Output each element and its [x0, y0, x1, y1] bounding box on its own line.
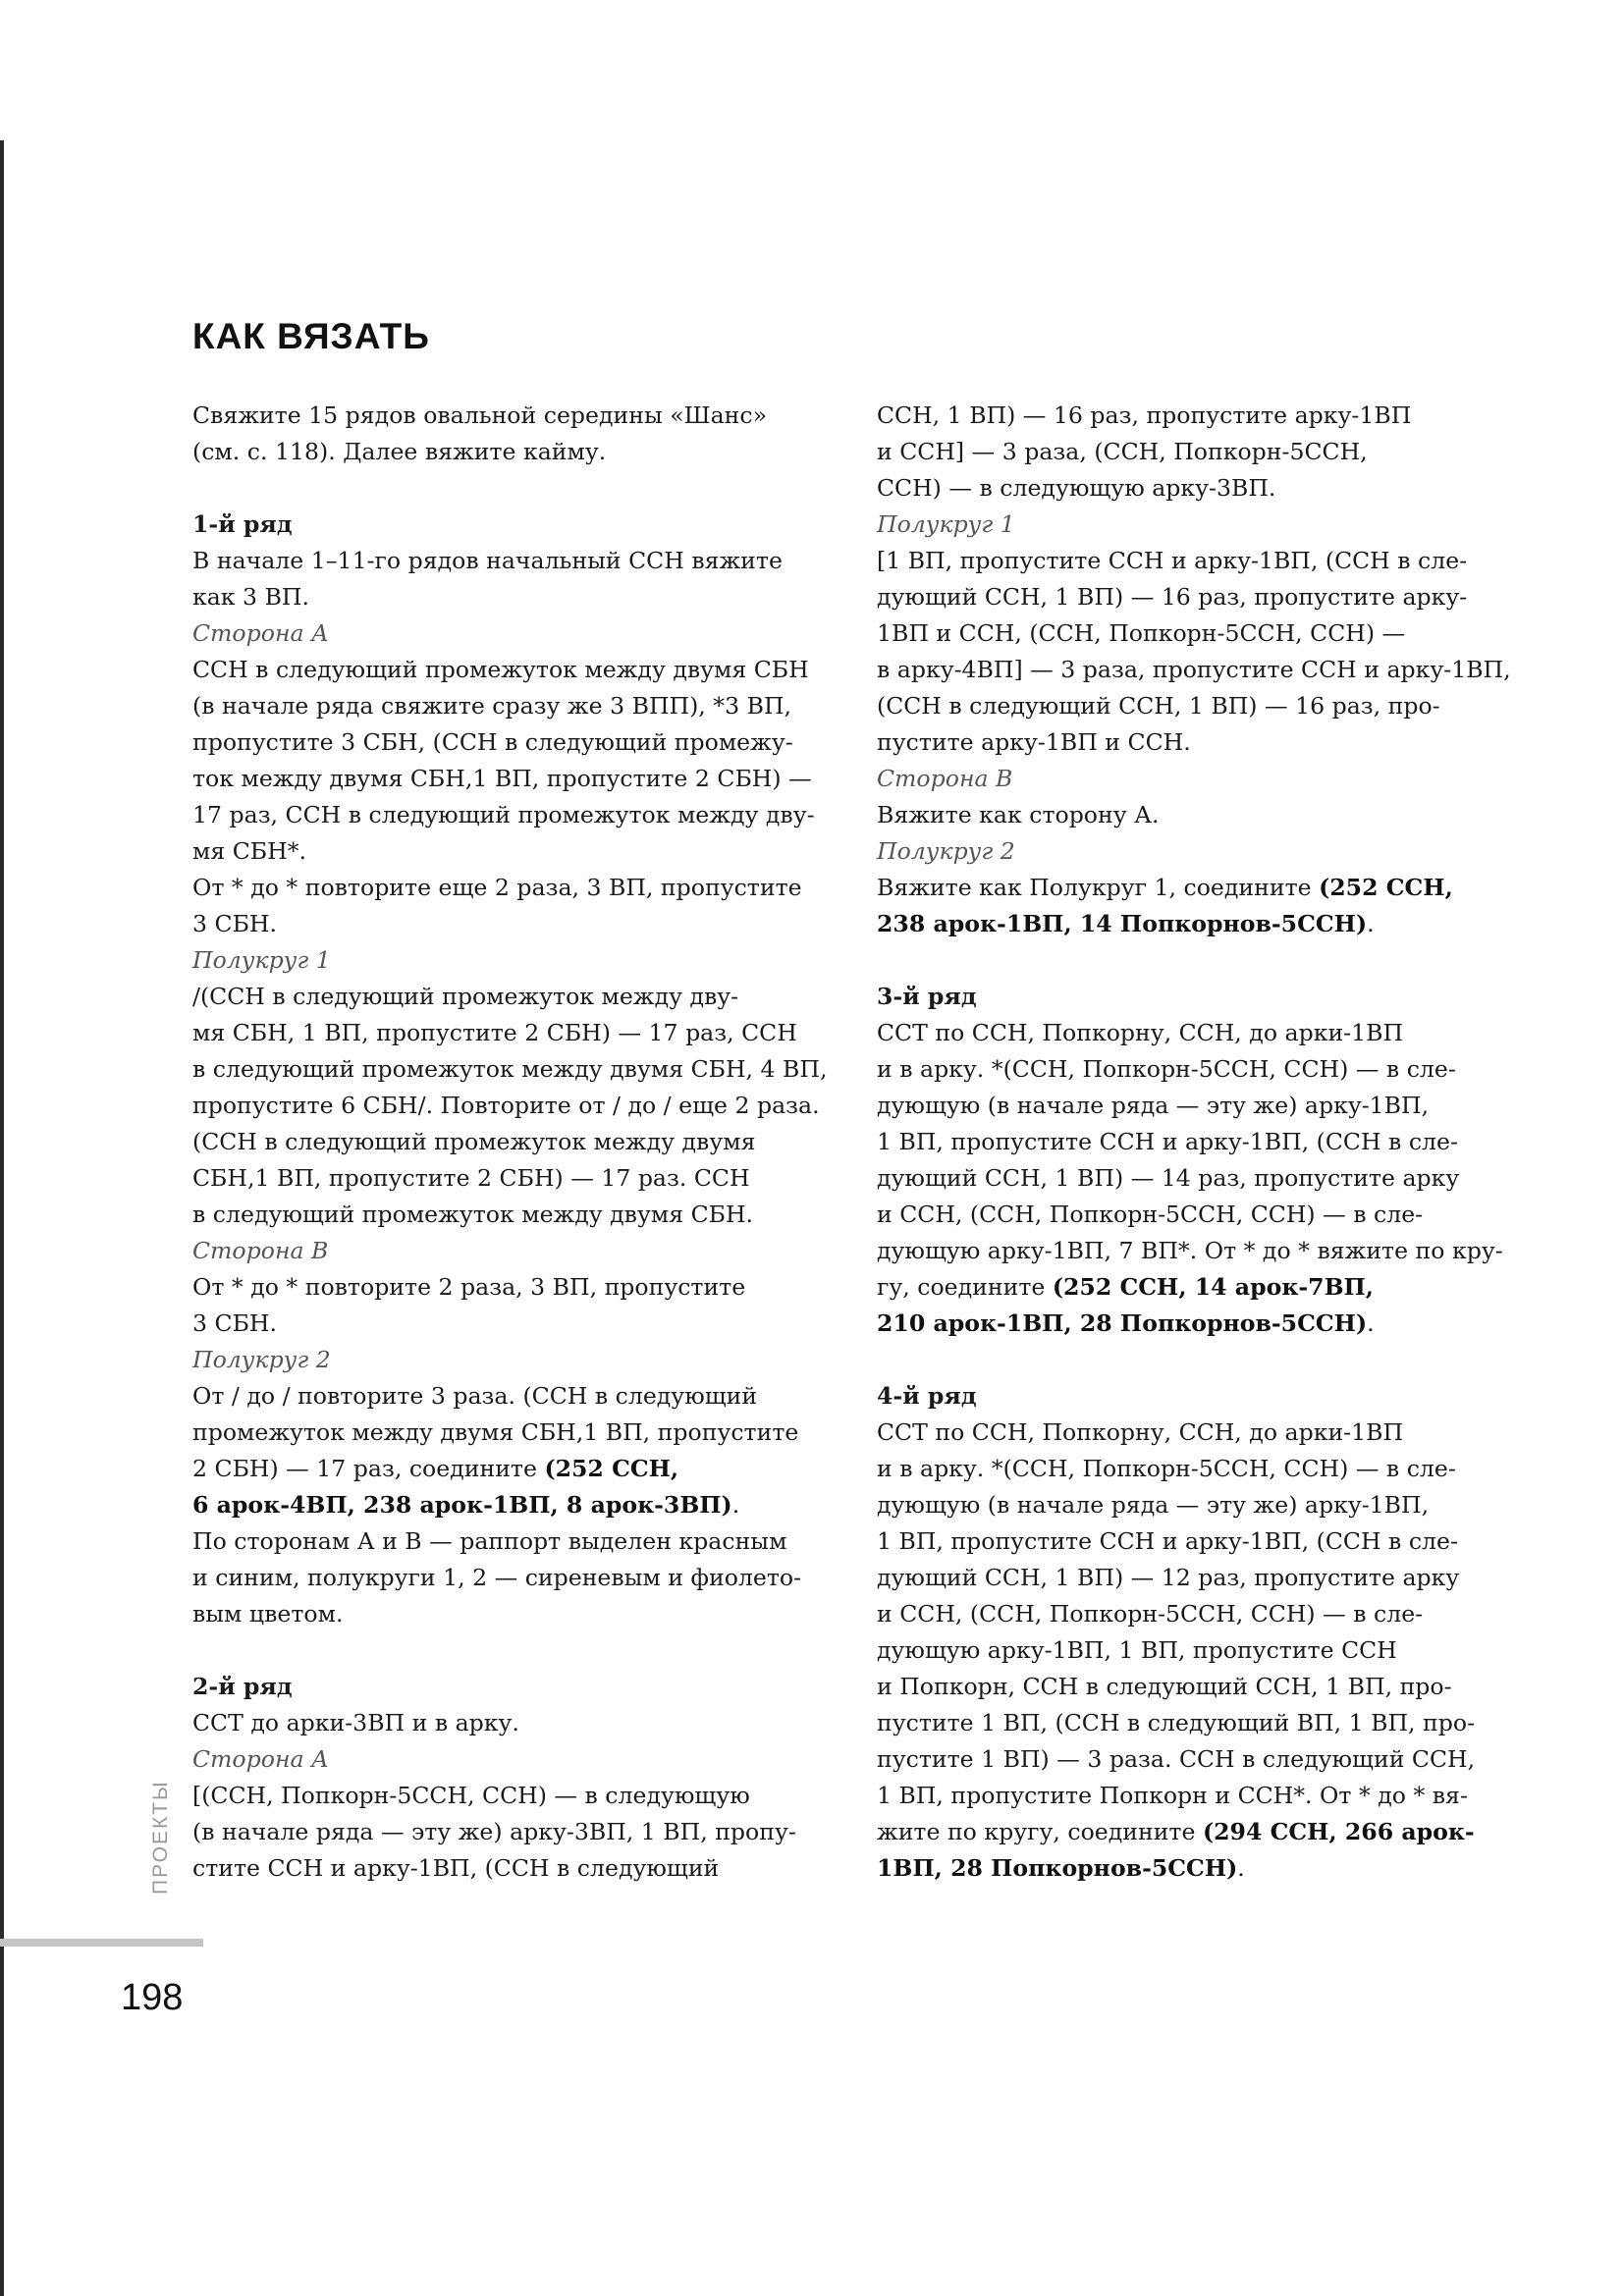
- stitch-count: 210 арок-1ВП, 28 Попкорнов-5ССН): [877, 1309, 1368, 1337]
- subheading: Сторона А: [192, 619, 329, 647]
- text-line: 1 ВП, пропустите ССН и арку-1ВП, (ССН в сле-: [877, 1527, 1458, 1555]
- text-line: вым цветом.: [192, 1600, 344, 1628]
- text-line: пустите 1 ВП, (ССН в следующий ВП, 1 ВП, про-: [877, 1709, 1476, 1736]
- text-line: 1ВП, 28 Попкорнов-5ССН).: [877, 1854, 1245, 1882]
- text-line: 210 арок-1ВП, 28 Попкорнов-5ССН).: [877, 1309, 1375, 1337]
- text-line: 17 раз, ССН в следующий промежуток между дву-: [192, 801, 815, 828]
- text-line: (в начале ряда свяжите сразу же 3 ВПП), *3 ВП,: [192, 692, 792, 720]
- text-line: [(ССН, Попкорн-5ССН, ССН) — в следующую: [192, 1782, 750, 1809]
- text-line: пустите 1 ВП) — 3 раза. ССН в следующий ССН,: [877, 1745, 1476, 1773]
- text-line: и Попкорн, ССН в следующий ССН, 1 ВП, про-: [877, 1673, 1452, 1700]
- text-line: 3 СБН.: [192, 910, 277, 937]
- text-line: СБН,1 ВП, пропустите 2 СБН) — 17 раз. ССН: [192, 1164, 750, 1192]
- page-edge: [0, 140, 4, 2296]
- text-line: и ССН] — 3 раза, (ССН, Попкорн-5ССН,: [877, 438, 1368, 465]
- text-line: 1 ВП, пропустите Попкорн и ССН*. От * до * вя-: [877, 1782, 1468, 1809]
- text-line: дующую арку-1ВП, 7 ВП*. От * до * вяжите по кру-: [877, 1237, 1503, 1264]
- text-line: (см. с. 118). Далее вяжите кайму.: [192, 438, 607, 465]
- text-line: пропустите 6 СБН/. Повторите от / до / еще 2 раза.: [192, 1092, 820, 1119]
- text-line: От * до * повторите 2 раза, 3 ВП, пропустите: [192, 1273, 746, 1301]
- text-line: гу, соедините (252 ССН, 14 арок-7ВП,: [877, 1273, 1374, 1301]
- text-line: В начале 1–11-го рядов начальный ССН вяжите: [192, 547, 783, 574]
- text-line: и синим, полукруги 1, 2 — сиреневым и фиолето-: [192, 1564, 802, 1591]
- text-line: дующий ССН, 1 ВП) — 12 раз, пропустите арку: [877, 1564, 1460, 1591]
- text-line: и ССН, (ССН, Попкорн-5ССН, ССН) — в сле-: [877, 1201, 1424, 1228]
- stitch-count: (252 ССН,: [544, 1455, 679, 1482]
- text-line: Свяжите 15 рядов овальной середины «Шанс»: [192, 401, 768, 429]
- text-line: дующий ССН, 1 ВП) — 14 раз, пропустите арку: [877, 1164, 1460, 1192]
- text-line: в арку-4ВП] — 3 раза, пропустите ССН и арку-1ВП,: [877, 656, 1511, 683]
- text-line: дующую (в начале ряда — эту же) арку-1ВП,: [877, 1092, 1430, 1119]
- page-number: 198: [121, 1977, 184, 2018]
- text-line: ССН) — в следующую арку-3ВП.: [877, 474, 1276, 502]
- text-line: и ССН, (ССН, Попкорн-5ССН, ССН) — в сле-: [877, 1600, 1424, 1628]
- text-line: ССН в следующий промежуток между двумя СБН: [192, 656, 809, 683]
- left-column: [192, 398, 827, 1887]
- stitch-count: (252 ССН, 14 арок-7ВП,: [1052, 1273, 1374, 1301]
- text-line: (ССН в следующий ССН, 1 ВП) — 16 раз, про-: [877, 692, 1440, 720]
- text-line: пустите арку-1ВП и ССН.: [877, 728, 1191, 756]
- text-line: 2 СБН) — 17 раз, соедините (252 ССН,: [192, 1455, 679, 1482]
- text-line: жите по кругу, соедините (294 ССН, 266 арок-: [877, 1818, 1475, 1845]
- text-line: 6 арок-4ВП, 238 арок-1ВП, 8 арок-3ВП).: [192, 1491, 740, 1519]
- right-column: [877, 398, 1511, 1887]
- text-line: (ССН в следующий промежуток между двумя: [192, 1128, 756, 1155]
- text-line: промежуток между двумя СБН,1 ВП, пропустите: [192, 1418, 799, 1446]
- stitch-count: 6 арок-4ВП, 238 арок-1ВП, 8 арок-3ВП): [192, 1491, 732, 1519]
- text-line: ССТ до арки-3ВП и в арку.: [192, 1709, 519, 1736]
- text-line: ССТ по ССН, Попкорну, ССН, до арки-1ВП: [877, 1019, 1404, 1046]
- text-line: Вяжите как сторону А.: [877, 801, 1160, 828]
- stitch-count: (294 ССН, 266 арок-: [1202, 1818, 1475, 1845]
- text-line: ток между двумя СБН,1 ВП, пропустите 2 СБН) —: [192, 765, 812, 792]
- row-1-heading: 1-й ряд: [192, 510, 293, 538]
- text-line: 238 арок-1ВП, 14 Попкорнов-5ССН).: [877, 910, 1375, 937]
- text-line: (в начале ряда — эту же) арку-3ВП, 1 ВП, пропу-: [192, 1818, 796, 1845]
- text-line: [1 ВП, пропустите ССН и арку-1ВП, (ССН в сле-: [877, 547, 1468, 574]
- text-line: в следующий промежуток между двумя СБН, 4 ВП,: [192, 1055, 828, 1083]
- section-label: ПРОЕКТЫ: [149, 1780, 172, 1895]
- stitch-count: (252 ССН,: [1319, 874, 1453, 901]
- text-line: /(ССН в следующий промежуток между дву-: [192, 983, 739, 1010]
- text-line: 1 ВП, пропустите ССН и арку-1ВП, (ССН в сле-: [877, 1128, 1458, 1155]
- row-3-heading: 3-й ряд: [877, 983, 977, 1010]
- text-line: в следующий промежуток между двумя СБН.: [192, 1201, 754, 1228]
- text-line: По сторонам А и В — раппорт выделен красным: [192, 1527, 787, 1555]
- text-line: ССН, 1 ВП) — 16 раз, пропустите арку-1ВП: [877, 401, 1412, 429]
- subheading: Полукруг 2: [877, 837, 1015, 865]
- text-line: Вяжите как Полукруг 1, соедините (252 ССН,: [877, 874, 1453, 901]
- text-line: От * до * повторите еще 2 раза, 3 ВП, пропустите: [192, 874, 802, 901]
- text-line: мя СБН, 1 ВП, пропустите 2 СБН) — 17 раз, ССН: [192, 1019, 797, 1046]
- subheading: Полукруг 1: [877, 510, 1015, 538]
- row-4-heading: 4-й ряд: [877, 1382, 977, 1410]
- subheading: Сторона В: [192, 1237, 329, 1264]
- text-line: ССТ по ССН, Попкорну, ССН, до арки-1ВП: [877, 1418, 1404, 1446]
- page-title: КАК ВЯЗАТЬ: [192, 316, 430, 356]
- text-line: и в арку. *(ССН, Попкорн-5ССН, ССН) — в сле-: [877, 1455, 1456, 1482]
- stitch-count: 1ВП, 28 Попкорнов-5ССН): [877, 1854, 1238, 1882]
- text-line: 3 СБН.: [192, 1309, 277, 1337]
- text-line: мя СБН*.: [192, 837, 306, 865]
- text-line: От / до / повторите 3 раза. (ССН в следующий: [192, 1382, 758, 1410]
- text-line: дующую арку-1ВП, 1 ВП, пропустите ССН: [877, 1636, 1397, 1664]
- text-line: как 3 ВП.: [192, 583, 309, 611]
- divider: [0, 1939, 203, 1947]
- text-line: стите ССН и арку-1ВП, (ССН в следующий: [192, 1854, 720, 1882]
- text-line: дующий ССН, 1 ВП) — 16 раз, пропустите арку-: [877, 583, 1468, 611]
- text-line: и в арку. *(ССН, Попкорн-5ССН, ССН) — в сле-: [877, 1055, 1456, 1083]
- subheading: Полукруг 2: [192, 1346, 331, 1373]
- subheading: Сторона А: [192, 1745, 329, 1773]
- subheading: Полукруг 1: [192, 946, 331, 974]
- text-line: 1ВП и ССН, (ССН, Попкорн-5ССН, ССН) —: [877, 619, 1406, 647]
- stitch-count: 238 арок-1ВП, 14 Попкорнов-5ССН): [877, 910, 1368, 937]
- row-2-heading: 2-й ряд: [192, 1673, 293, 1700]
- text-line: пропустите 3 СБН, (ССН в следующий промежу-: [192, 728, 793, 756]
- text-line: дующую (в начале ряда — эту же) арку-1ВП,: [877, 1491, 1430, 1519]
- subheading: Сторона В: [877, 765, 1013, 792]
